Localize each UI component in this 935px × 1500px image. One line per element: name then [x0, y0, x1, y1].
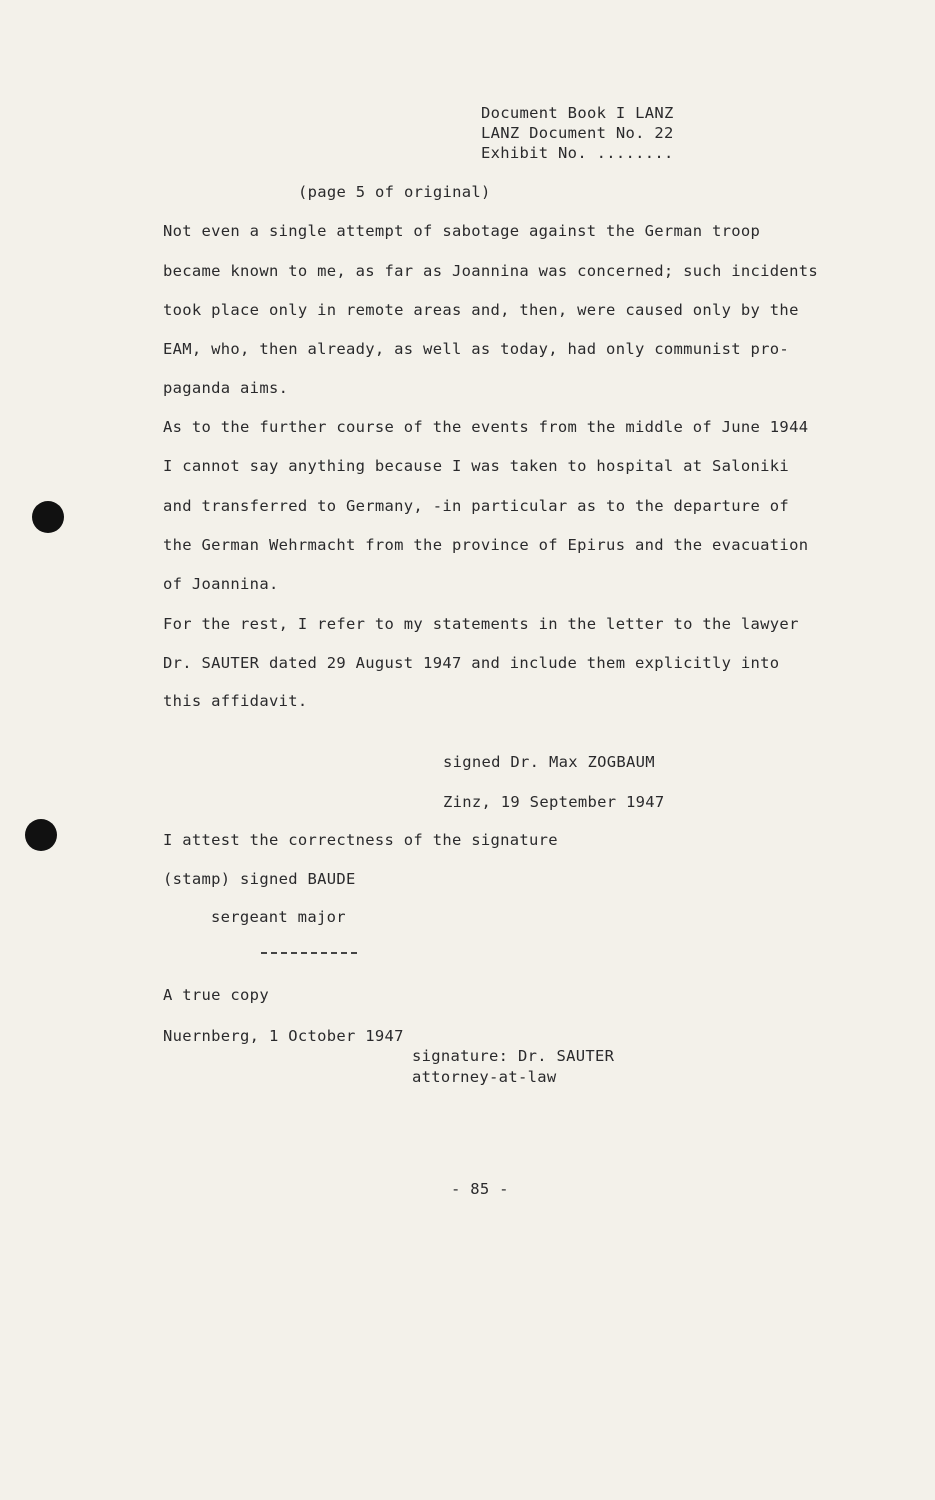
header-exhibit-number: Exhibit No. ........ — [481, 144, 674, 162]
body-line: took place only in remote areas and, then, were caused only by the — [163, 301, 799, 319]
body-line: the German Wehrmacht from the province of Epirus and the evacuation — [163, 536, 809, 554]
header-document-book: Document Book I LANZ — [481, 104, 674, 122]
place-date-line: Zinz, 19 September 1947 — [443, 793, 665, 811]
separator-line — [261, 952, 357, 954]
body-line: became known to me, as far as Joannina was concerned; such incidents — [163, 262, 818, 280]
copy-signature: signature: Dr. SAUTER — [412, 1047, 615, 1065]
body-line: paganda aims. — [163, 379, 289, 397]
page-of-original-note: (page 5 of original) — [298, 183, 491, 201]
header-document-number: LANZ Document No. 22 — [481, 124, 674, 142]
body-line: As to the further course of the events from the middle of June 1944 — [163, 418, 809, 436]
body-line: of Joannina. — [163, 575, 279, 593]
punch-hole — [25, 819, 57, 851]
copy-place-date: Nuernberg, 1 October 1947 — [163, 1027, 404, 1045]
punch-hole — [32, 501, 64, 533]
page-number: - 85 - — [451, 1180, 509, 1198]
body-line: and transferred to Germany, -in particular as to the departure of — [163, 497, 790, 515]
rank-line: sergeant major — [211, 908, 346, 926]
body-line: I cannot say anything because I was taken to hospital at Saloniki — [163, 457, 790, 475]
body-line: this affidavit. — [163, 692, 308, 710]
body-line: Dr. SAUTER dated 29 August 1947 and include them explicitly into — [163, 654, 780, 672]
body-line: EAM, who, then already, as well as today, had only communist pro- — [163, 340, 790, 358]
attestation-line: I attest the correctness of the signature — [163, 831, 558, 849]
body-line: For the rest, I refer to my statements in the letter to the lawyer — [163, 615, 799, 633]
true-copy-line: A true copy — [163, 986, 269, 1004]
copy-attorney-title: attorney-at-law — [412, 1068, 557, 1086]
body-line: Not even a single attempt of sabotage against the German troop — [163, 222, 761, 240]
signed-line: signed Dr. Max ZOGBAUM — [443, 753, 655, 771]
stamp-line: (stamp) signed BAUDE — [163, 870, 356, 888]
